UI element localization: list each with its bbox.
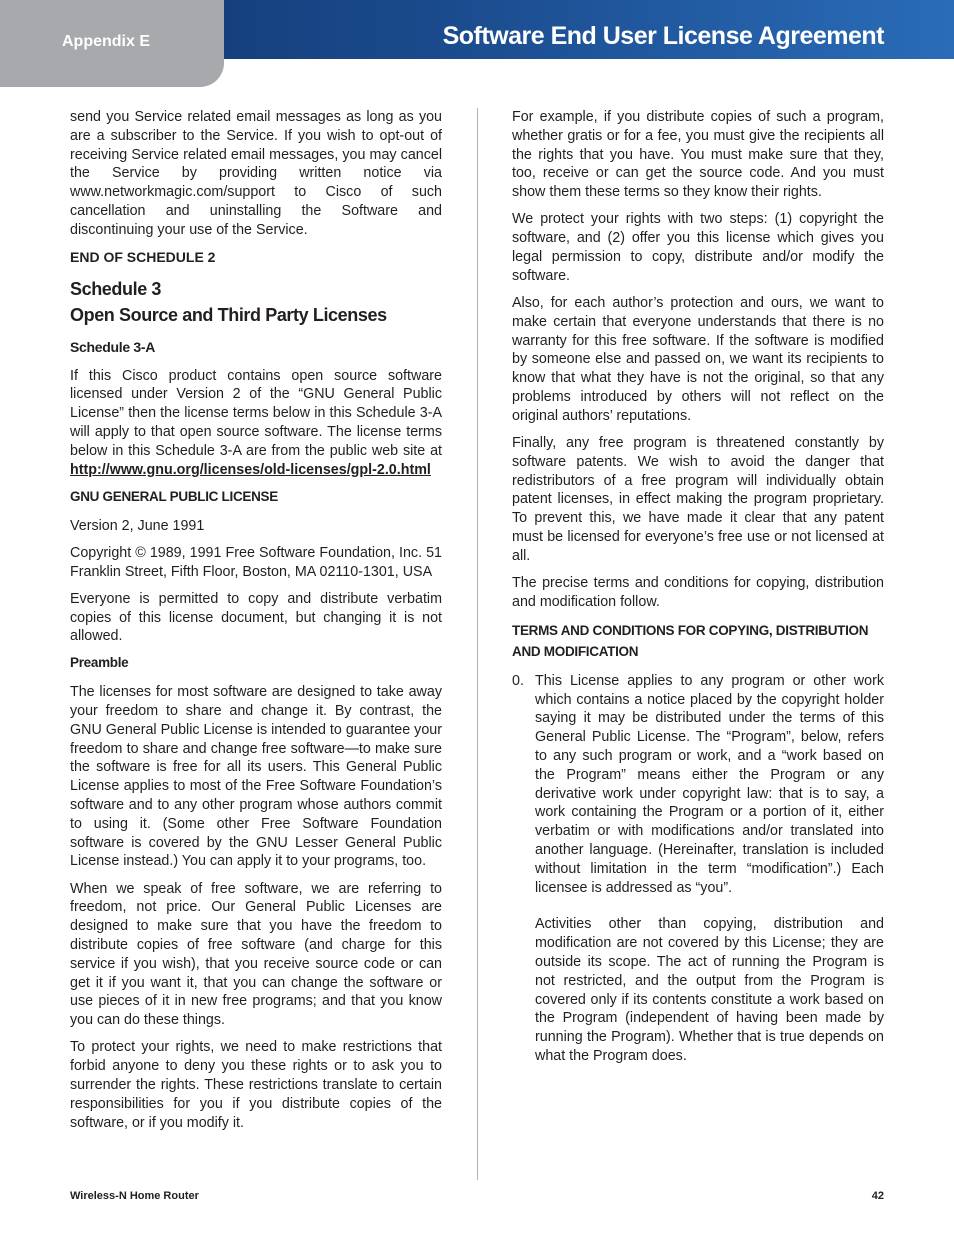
paragraph: Everyone is permitted to copy and distribute verbatim copies of this license document, but changing it is not allowed. xyxy=(70,590,442,645)
list-item xyxy=(512,672,884,1066)
paragraph: To protect your rights, we need to make restrictions that forbid anyone to deny you these rights or to ask you to surrender the rights. These restrictions translate to certain responsibilities for you if you distribute copies of the software, or if you modify it. xyxy=(70,1039,442,1131)
right-column xyxy=(512,108,884,1084)
paragraph xyxy=(70,367,442,480)
paragraph: The licenses for most software are designed to take away your freedom to share and change it. By contrast, the GNU General Public License is intended to guarantee your freedom to share and change free software—to make sure the software is free for all its users. This General Public License applies to most of the Free Software Foundation’s software and to any other program whose authors commit to using it. (Some other Free Software Foundation software is covered by the GNU Lesser General Public License instead.) You can apply it to your programs, too. xyxy=(70,684,442,870)
schedule-3a-heading: Schedule 3-A xyxy=(70,338,156,355)
appendix-tab xyxy=(0,0,224,87)
list-paragraph: This License applies to any program or other work which contains a notice placed by the copyright holder saying it may be distributed under the terms of this General Public License. The “Program”, below, refers to any such program or work, and a “work based on the Program” means either the Program or any derivative work under copyright law: that is to say, a work containing the Program or a portion of it, either verbatim or with modifications and/or translated into another language. (Hereinafter, translation is included without limitation in the term “modification”.) Each licensee is addressed as “you”. xyxy=(535,672,884,896)
left-column xyxy=(70,108,442,1141)
copyright-text: Copyright © 1989, 1991 Free Software Foundation, Inc. 51 Franklin Street, Fifth Floor, Boston, MA 02110-1301, USA xyxy=(70,544,442,580)
column-divider xyxy=(477,108,478,1180)
preamble-heading: Preamble xyxy=(70,655,129,671)
list-paragraph: Activities other than copying, distribution and modification are not covered by this License; they are outside its scope. The act of running the Program is not restricted, and the output from the Program is covered only if its contents constitute a work based on the Program (independent of having been made by running the Program). Whether that is true depends on what the Program does. xyxy=(535,916,884,1065)
footer-page-number: 42 xyxy=(871,1190,884,1202)
paragraph: send you Service related email messages as long as you are a subscriber to the Service. If you wish to opt-out of receiving Service related email messages, you may cancel the Service by providing written notice via www.networkmagic.com/support to Cisco of such cancellation and uninstalling the Software and discontinuing your use of the Service. xyxy=(70,109,442,238)
paragraph: Finally, any free program is threatened constantly by software patents. We wish to avoid the danger that redistributors of a free program will individually obtain patent licenses, in effect making the program proprietary. To prevent this, we have made it clear that any patent must be licensed for everyone’s free use or not licensed at all. xyxy=(512,434,884,564)
schedule-number: Schedule 3 xyxy=(70,278,162,299)
terms-heading: TERMS AND CONDITIONS FOR COPYING, DISTRIBUTION AND MODIFICATION xyxy=(512,622,869,659)
schedule-name: Open Source and Third Party Licenses xyxy=(70,304,387,325)
end-of-schedule-label: END OF SCHEDULE 2 xyxy=(70,248,216,265)
gpl-link[interactable]: http://www.gnu.org/licenses/old-licenses/gpl-2.0.html xyxy=(70,461,431,478)
paragraph: When we speak of free software, we are referring to freedom, not price. Our General Public Licenses are designed to make sure that you have the freedom to distribute copies of free software (and charge for this service if you wish), that you receive source code or can get it if you want it, that you can change the software or use pieces of it in new free programs; and that you know you can do these things. xyxy=(70,880,442,1029)
paragraph: Also, for each author’s protection and ours, we want to make certain that everyone understands that there is no warranty for this free software. If the software is modified by someone else and passed on, we want its recipients to know that what they have is not the original, so that any problems introduced by others will not reflect on the original authors’ reputations. xyxy=(512,294,884,424)
schedule-heading xyxy=(70,276,442,328)
paragraph: We protect your rights with two steps: (1) copyright the software, and (2) offer you this license which gives you legal permission to copy, distribute and/or modify the software. xyxy=(512,211,884,284)
list-number: 0. xyxy=(512,672,524,689)
paragraph: The precise terms and conditions for copying, distribution and modification follow. xyxy=(512,574,884,610)
footer-product: Wireless-N Home Router xyxy=(70,1190,199,1202)
version-text: Version 2, June 1991 xyxy=(70,517,205,534)
gpl-heading: GNU GENERAL PUBLIC LICENSE xyxy=(70,488,278,504)
page-title: Software End User License Agreement xyxy=(442,22,884,50)
paragraph-text: If this Cisco product contains open source software licensed under Version 2 of the “GNU General Public License” then the license terms below in this Schedule 3-A will apply to that open source software. The license terms below in this Schedule 3-A are from the public web site at xyxy=(70,367,442,459)
paragraph: For example, if you distribute copies of such a program, whether gratis or for a fee, you must give the recipients all the rights that you have. You must make sure that they, too, receive or can get the source code. And you must show them these terms so they know their rights. xyxy=(512,109,884,201)
appendix-label: Appendix E xyxy=(62,33,151,50)
